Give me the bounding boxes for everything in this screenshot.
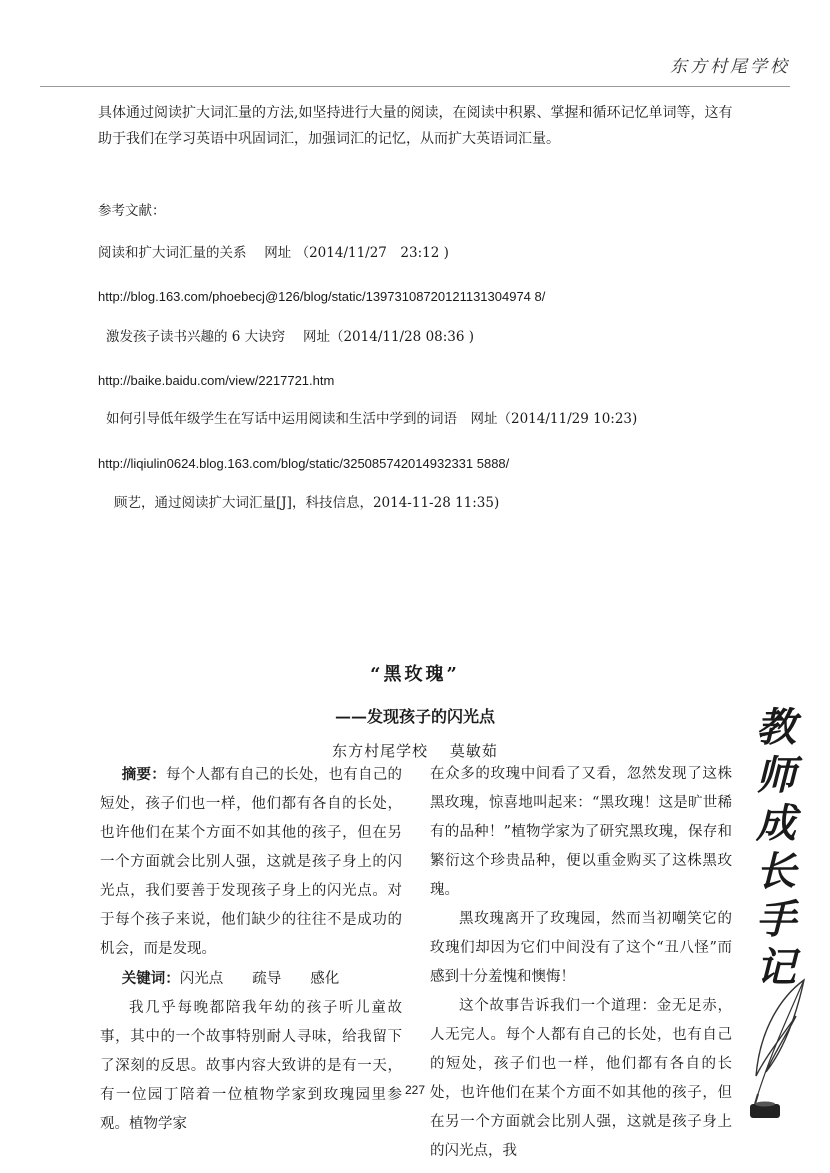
page-number: 227 bbox=[404, 1083, 426, 1097]
abstract-paragraph bbox=[100, 760, 402, 964]
body-paragraph: 这个故事告诉我们一个道理：金无足赤，人无完人。每个人都有自己的长处，也有自己的短处，孩子们也一样，他们都有各自的长处，也许他们在某个方面不如其他的孩子，但在另一个方面就会比别人强，这就是孩子身上的闪光点，我 bbox=[430, 998, 732, 1159]
reference-item: 如何引导低年级学生在写话中运用阅读和生活中学到的词语 网址（2014/11/29 10:23) bbox=[106, 411, 638, 427]
school-header: 东方村尾学校 bbox=[670, 57, 790, 77]
reference-url[interactable]: http://liqiulin0624.blog.163.com/blog/static/325085742014932331 5888/ bbox=[98, 456, 510, 471]
reference-url[interactable]: http://blog.163.com/phoebecj@126/blog/static/13973108720121131304974 8/ bbox=[98, 289, 546, 304]
quill-pen-icon bbox=[742, 976, 808, 1126]
keywords-label: 关键词： bbox=[121, 970, 180, 987]
keywords-text: 闪光点 疏导 感化 bbox=[179, 971, 340, 987]
reference-item: 激发孩子读书兴趣的 6 大诀窍 网址（2014/11/28 08:36 ) bbox=[106, 329, 475, 345]
header-divider bbox=[40, 86, 790, 87]
decor-char: 长 bbox=[756, 848, 796, 895]
reference-item: 顾艺，通过阅读扩大词汇量[J]，科技信息，2014-11-28 11:35) bbox=[114, 495, 500, 511]
references-heading: 参考文献： bbox=[98, 203, 166, 219]
decor-char: 师 bbox=[756, 752, 796, 799]
abstract-text: 每个人都有自己的长处，也有自己的短处，孩子们也一样，他们都有各自的长处，也许他们在某个方面不如其他的孩子，但在另一个方面就会比别人强，这就是孩子身上的闪光点，我们要善于发现孩子身上的闪光点。对于每个孩子来说，他们缺少的往往不是成功的机会，而是发现。 bbox=[100, 767, 403, 957]
intro-paragraph: 具体通过阅读扩大词汇量的方法,如坚持进行大量的阅读，在阅读中积累、掌握和循环记忆单词等，这有助于我们在学习英语中巩固词汇，加强词汇的记忆，从而扩大英语词汇量。 bbox=[98, 105, 733, 147]
body-paragraph: 黑玫瑰离开了玫瑰园，然而当初嘲笑它的玫瑰们却因为它们中间没有了这个“丑八怪”而感到十分羞愧和懊悔！ bbox=[430, 911, 732, 985]
article-author: 东方村尾学校 莫敏茹 bbox=[332, 742, 498, 760]
reference-item: 阅读和扩大词汇量的关系 网址 （2014/11/27 23:12 ) bbox=[98, 245, 449, 261]
keywords-paragraph bbox=[100, 964, 402, 994]
body-paragraph: 我几乎每晚都陪我年幼的孩子听儿童故事，其中的一个故事特别耐人寻味，给我留下了深刻的反思。故事内容大致讲的是有一天，有一位园丁陪着一位植物学家到玫瑰园里参观。植物学家 bbox=[100, 1000, 402, 1132]
body-paragraph: 在众多的玫瑰中间看了又看，忽然发现了这株黑玫瑰，惊喜地叫起来：“黑玫瑰！这是旷世稀有的品种！”植物学家为了研究黑玫瑰，保存和繁衍这个珍贵品种，便以重金购买了这株黑玫瑰。 bbox=[430, 766, 732, 898]
decor-char: 教 bbox=[756, 704, 796, 751]
decor-char: 记 bbox=[756, 944, 796, 991]
abstract-label: 摘要： bbox=[121, 766, 167, 783]
teacher-growth-notes-decoration bbox=[742, 696, 808, 1126]
article-subtitle: ——发现孩子的闪光点 bbox=[334, 707, 495, 726]
right-column bbox=[430, 760, 732, 1166]
reference-url[interactable]: http://baike.baidu.com/view/2217721.htm bbox=[98, 373, 335, 388]
decor-char: 成 bbox=[756, 800, 796, 847]
decor-char: 手 bbox=[756, 896, 796, 943]
article-title: “黑玫瑰” bbox=[370, 664, 460, 685]
